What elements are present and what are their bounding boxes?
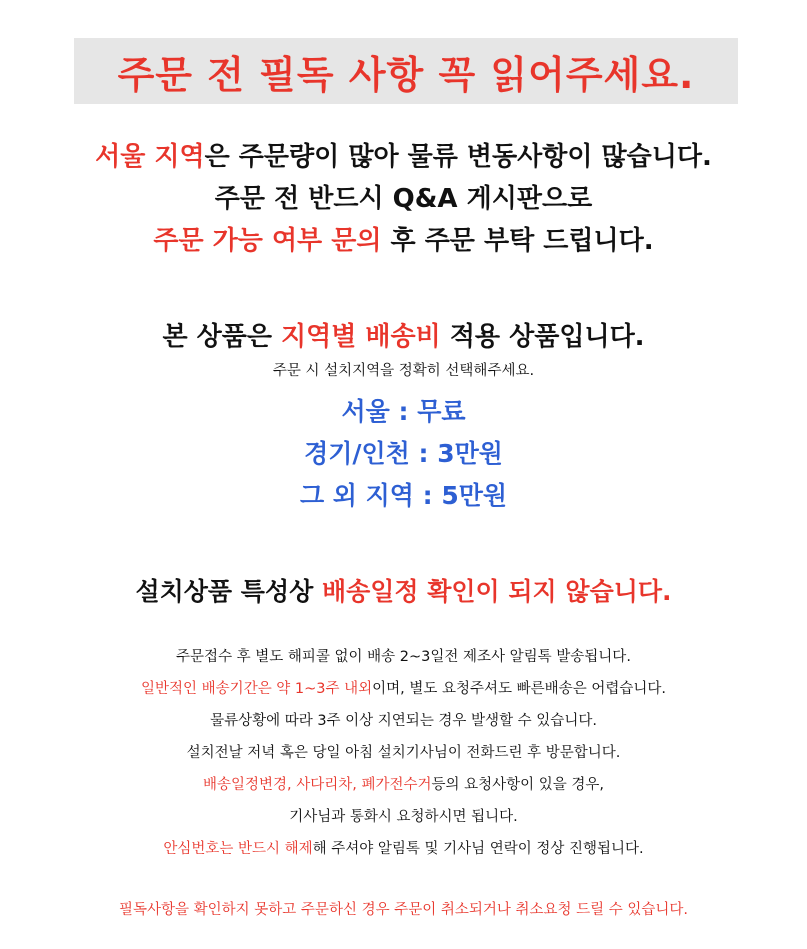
info-line-1: 주문접수 후 별도 해피콜 없이 배송 2~3일전 제조사 알림톡 발송됩니다. [176, 649, 631, 665]
shipping-heading-post: 적용 상품입니다. [440, 322, 645, 352]
info-line-3: 물류상황에 따라 3주 이상 지연되는 경우 발생할 수 있습니다. [210, 713, 597, 729]
inquiry-line [0, 220, 807, 257]
seoul-notice-text: 은 주문량이 많아 물류 변동사항이 많습니다. [204, 142, 712, 172]
region-select-note: 주문 시 설치지역을 정확히 선택해주세요. [272, 363, 535, 379]
info-line-4: 설치전날 저녁 혹은 당일 아침 설치기사님이 전화드린 후 방문합니다. [186, 745, 621, 761]
delivery-period-highlight: 일반적인 배송기간은 약 1~3주 내외 [141, 681, 373, 697]
info-line-7 [0, 837, 807, 858]
info-line-5 [0, 773, 807, 794]
fee-gyeonggi-incheon: 경기/인천 : 3만원 [304, 439, 503, 468]
seoul-region-highlight: 서울 지역 [95, 142, 205, 172]
safe-number-text: 해 주셔야 알림톡 및 기사님 연락이 정상 진행됩니다. [312, 841, 644, 857]
shipping-fee-heading [0, 316, 807, 353]
schedule-heading-pre: 설치상품 특성상 [135, 577, 322, 606]
banner-title: 주문 전 필독 사항 꼭 읽어주세요. [117, 52, 695, 97]
delivery-period-text: 이며, 별도 요청주셔도 빠른배송은 어렵습니다. [372, 681, 666, 697]
fee-other-regions: 그 외 지역 : 5만원 [299, 481, 508, 510]
schedule-heading [0, 572, 807, 608]
inquiry-highlight: 주문 가능 여부 문의 [153, 226, 382, 256]
schedule-highlight: 배송일정 확인이 되지 않습니다. [321, 577, 672, 606]
inquiry-text: 후 주문 부탁 드립니다. [381, 226, 654, 256]
requests-highlight: 배송일정변경, 사다리차, 폐가전수거 [202, 777, 432, 793]
qna-notice-line: 주문 전 반드시 Q&A 게시판으로 [214, 184, 593, 214]
info-line-2 [0, 677, 807, 698]
seoul-notice-line [0, 136, 807, 173]
cancellation-warning: 필독사항을 확인하지 못하고 주문하신 경우 주문이 취소되거나 취소요청 드릴 수 있습니다. [119, 902, 688, 918]
shipping-heading-pre: 본 상품은 [162, 322, 282, 352]
notice-banner [74, 38, 738, 104]
fee-seoul: 서울 : 무료 [341, 397, 466, 426]
info-line-6: 기사님과 통화시 요청하시면 됩니다. [289, 809, 518, 825]
requests-text: 등의 요청사항이 있을 경우, [431, 777, 605, 793]
regional-fee-highlight: 지역별 배송비 [281, 322, 441, 352]
safe-number-highlight: 안심번호는 반드시 해제 [163, 841, 313, 857]
